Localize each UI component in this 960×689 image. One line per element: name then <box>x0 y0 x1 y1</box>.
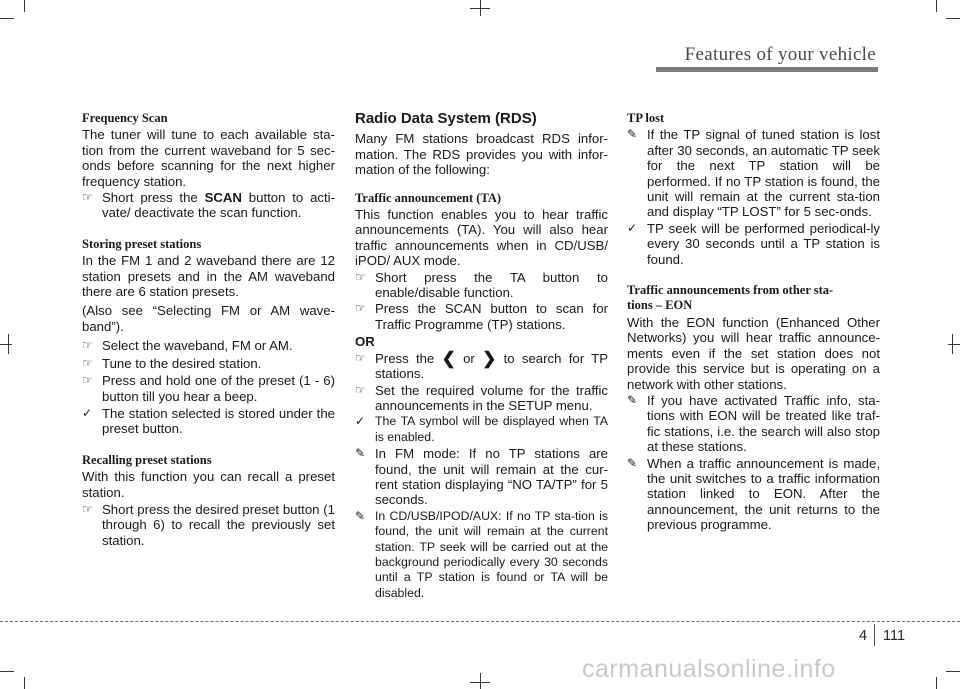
list-item: ☞ Set the required volume for the traffic announcements in the SETUP menu. <box>355 382 608 413</box>
crop-mark <box>936 677 937 689</box>
note-pencil-icon: ✎ <box>627 392 638 407</box>
crop-mark <box>24 677 25 689</box>
list-item: ☞ Press the SCAN button to scan for Traffic Programme (TP) stations. <box>355 301 608 332</box>
list-item: ✓ The station selected is stored under the preset button. <box>82 405 335 437</box>
page-number-separator <box>874 624 875 646</box>
pointing-hand-icon: ☞ <box>355 301 366 316</box>
recalling-presets-heading: Recalling preset stations <box>82 452 212 467</box>
tp-lost-heading: TP lost <box>627 111 665 125</box>
registration-mark <box>8 334 9 354</box>
list-item: ☞ Press and hold one of the preset (1 - 6) button till you hear a beep. <box>82 373 335 404</box>
ta-text: This function enables you to hear traffic announcements (TA). You will also hear traffic announcements when in CD/USB/ iPOD/ AUX mode. <box>355 207 608 269</box>
ta-heading: Traffic announcement (TA) <box>355 190 502 205</box>
rds-text: Many FM stations broadcast RDS infor-mation. The RDS provides you with infor-mation of the following: <box>355 131 608 178</box>
note-item: ✎ In CD/USB/IPOD/AUX: If no TP sta-tion is found, the unit will remain at the current station. TP seek will be carried out at the background periodically every 30 seconds until a TP station is found or TA will be disabled. <box>355 508 608 600</box>
column-left <box>82 111 335 549</box>
note-pencil-icon: ✎ <box>627 455 638 470</box>
note-item: ✎ When a traffic announcement is made, the unit switches to a traffic information station linked to EON. After the announcement, the unit returns to the previous programme. <box>627 455 880 533</box>
list-item: ☞ Short press the SCAN button to acti-vate/ deactivate the scan function. <box>82 190 335 221</box>
header-rule <box>656 67 878 72</box>
list-item: ☞ Select the waveband, FM or AM. <box>82 338 293 354</box>
or-label: OR <box>355 334 375 350</box>
list-item: ☞ Press the ❮ or ❯ to search for TP stations. <box>355 348 608 382</box>
note-item: ✎ If the TP signal of tuned station is lost after 30 seconds, an automatic TP seek for the next TP station will be performed. If no TP station is found, the unit will remain at the current sta-tion and display “TP LOST” for 5 sec-onds. <box>627 127 880 220</box>
registration-mark <box>0 344 12 345</box>
registration-mark <box>948 344 960 345</box>
column-middle <box>355 111 608 602</box>
registration-mark <box>480 673 481 689</box>
note-pencil-icon: ✎ <box>355 508 366 523</box>
pointing-hand-icon: ☞ <box>355 382 366 397</box>
pointing-hand-icon: ☞ <box>355 269 366 284</box>
check-icon: ✓ <box>82 405 93 420</box>
frequency-scan-heading: Frequency Scan <box>82 111 168 125</box>
scan-key-label: SCAN <box>204 190 242 206</box>
list-item: ☞ Short press the TA button to enable/disable function. <box>355 269 608 301</box>
frequency-scan-text: The tuner will tune to each available sta-tion from the current waveband for 5 sec-onds before scanning for the next higher frequency station. <box>82 127 335 189</box>
rds-heading: Radio Data System (RDS) <box>355 110 537 127</box>
pointing-hand-icon: ☞ <box>82 338 93 353</box>
storing-presets-heading: Storing preset stations <box>82 236 202 251</box>
list-item: ☞ Short press the desired preset button (1 through 6) to recall the previously set station. <box>82 501 335 548</box>
list-item: ✓ The TA symbol will be displayed when TA is enabled. <box>355 414 608 444</box>
recalling-presets-text: With this function you can recall a preset station. <box>82 469 335 500</box>
chapter-number: 4 <box>859 628 868 644</box>
check-icon: ✓ <box>627 220 638 235</box>
note-pencil-icon: ✎ <box>627 127 638 142</box>
eon-heading-line2: tions – EON <box>627 298 693 313</box>
crop-mark <box>0 671 14 672</box>
note-pencil-icon: ✎ <box>355 446 366 461</box>
eon-text: With the EON function (Enhanced Other Networks) you will hear traffic announce-ments even if the set station does not provide this service but is operating on a network with other stations. <box>627 314 880 392</box>
seek-next-icon: ❯ <box>482 348 497 368</box>
section-title: Features of your vehicle <box>684 44 876 65</box>
crop-mark <box>0 18 14 19</box>
watermark: carmanualsonline.info <box>582 655 836 683</box>
note-item: ✎ If you have activated Traffic info, sta-tions with EON will be treated like traf-fic stations, i.e. the search will also stop at these stations. <box>627 392 880 455</box>
registration-mark <box>952 334 953 354</box>
crop-mark <box>24 0 25 12</box>
column-right <box>627 111 880 534</box>
crop-mark <box>946 18 960 19</box>
seek-prev-icon: ❮ <box>441 348 456 368</box>
check-icon: ✓ <box>355 414 366 429</box>
crop-mark <box>936 0 937 12</box>
eon-heading-line1: Traffic announcements from other sta- <box>627 283 834 298</box>
pointing-hand-icon: ☞ <box>82 501 93 516</box>
pointing-hand-icon: ☞ <box>355 350 366 365</box>
registration-mark <box>480 0 481 16</box>
note-item: ✎ In FM mode: If no TP stations are found, the unit will remain at the cur-rent station displaying “NO TA/TP” for 5 seconds. <box>355 446 608 508</box>
list-item: ☞ Tune to the desired station. <box>82 355 262 371</box>
storing-presets-text: In the FM 1 and 2 waveband there are 12 station presets and in the AM waveband there are 6 station presets. <box>82 253 335 300</box>
pointing-hand-icon: ☞ <box>82 190 93 205</box>
pointing-hand-icon: ☞ <box>82 355 93 370</box>
page-number: 111 <box>883 628 906 644</box>
storing-presets-note: (Also see “Selecting FM or AM wave-band”). <box>82 303 335 334</box>
list-item: ✓ TP seek will be performed periodical-ly every 30 seconds until a TP station is found. <box>627 220 880 267</box>
pointing-hand-icon: ☞ <box>82 373 93 388</box>
crop-mark <box>946 671 960 672</box>
footer-rule <box>0 621 960 622</box>
